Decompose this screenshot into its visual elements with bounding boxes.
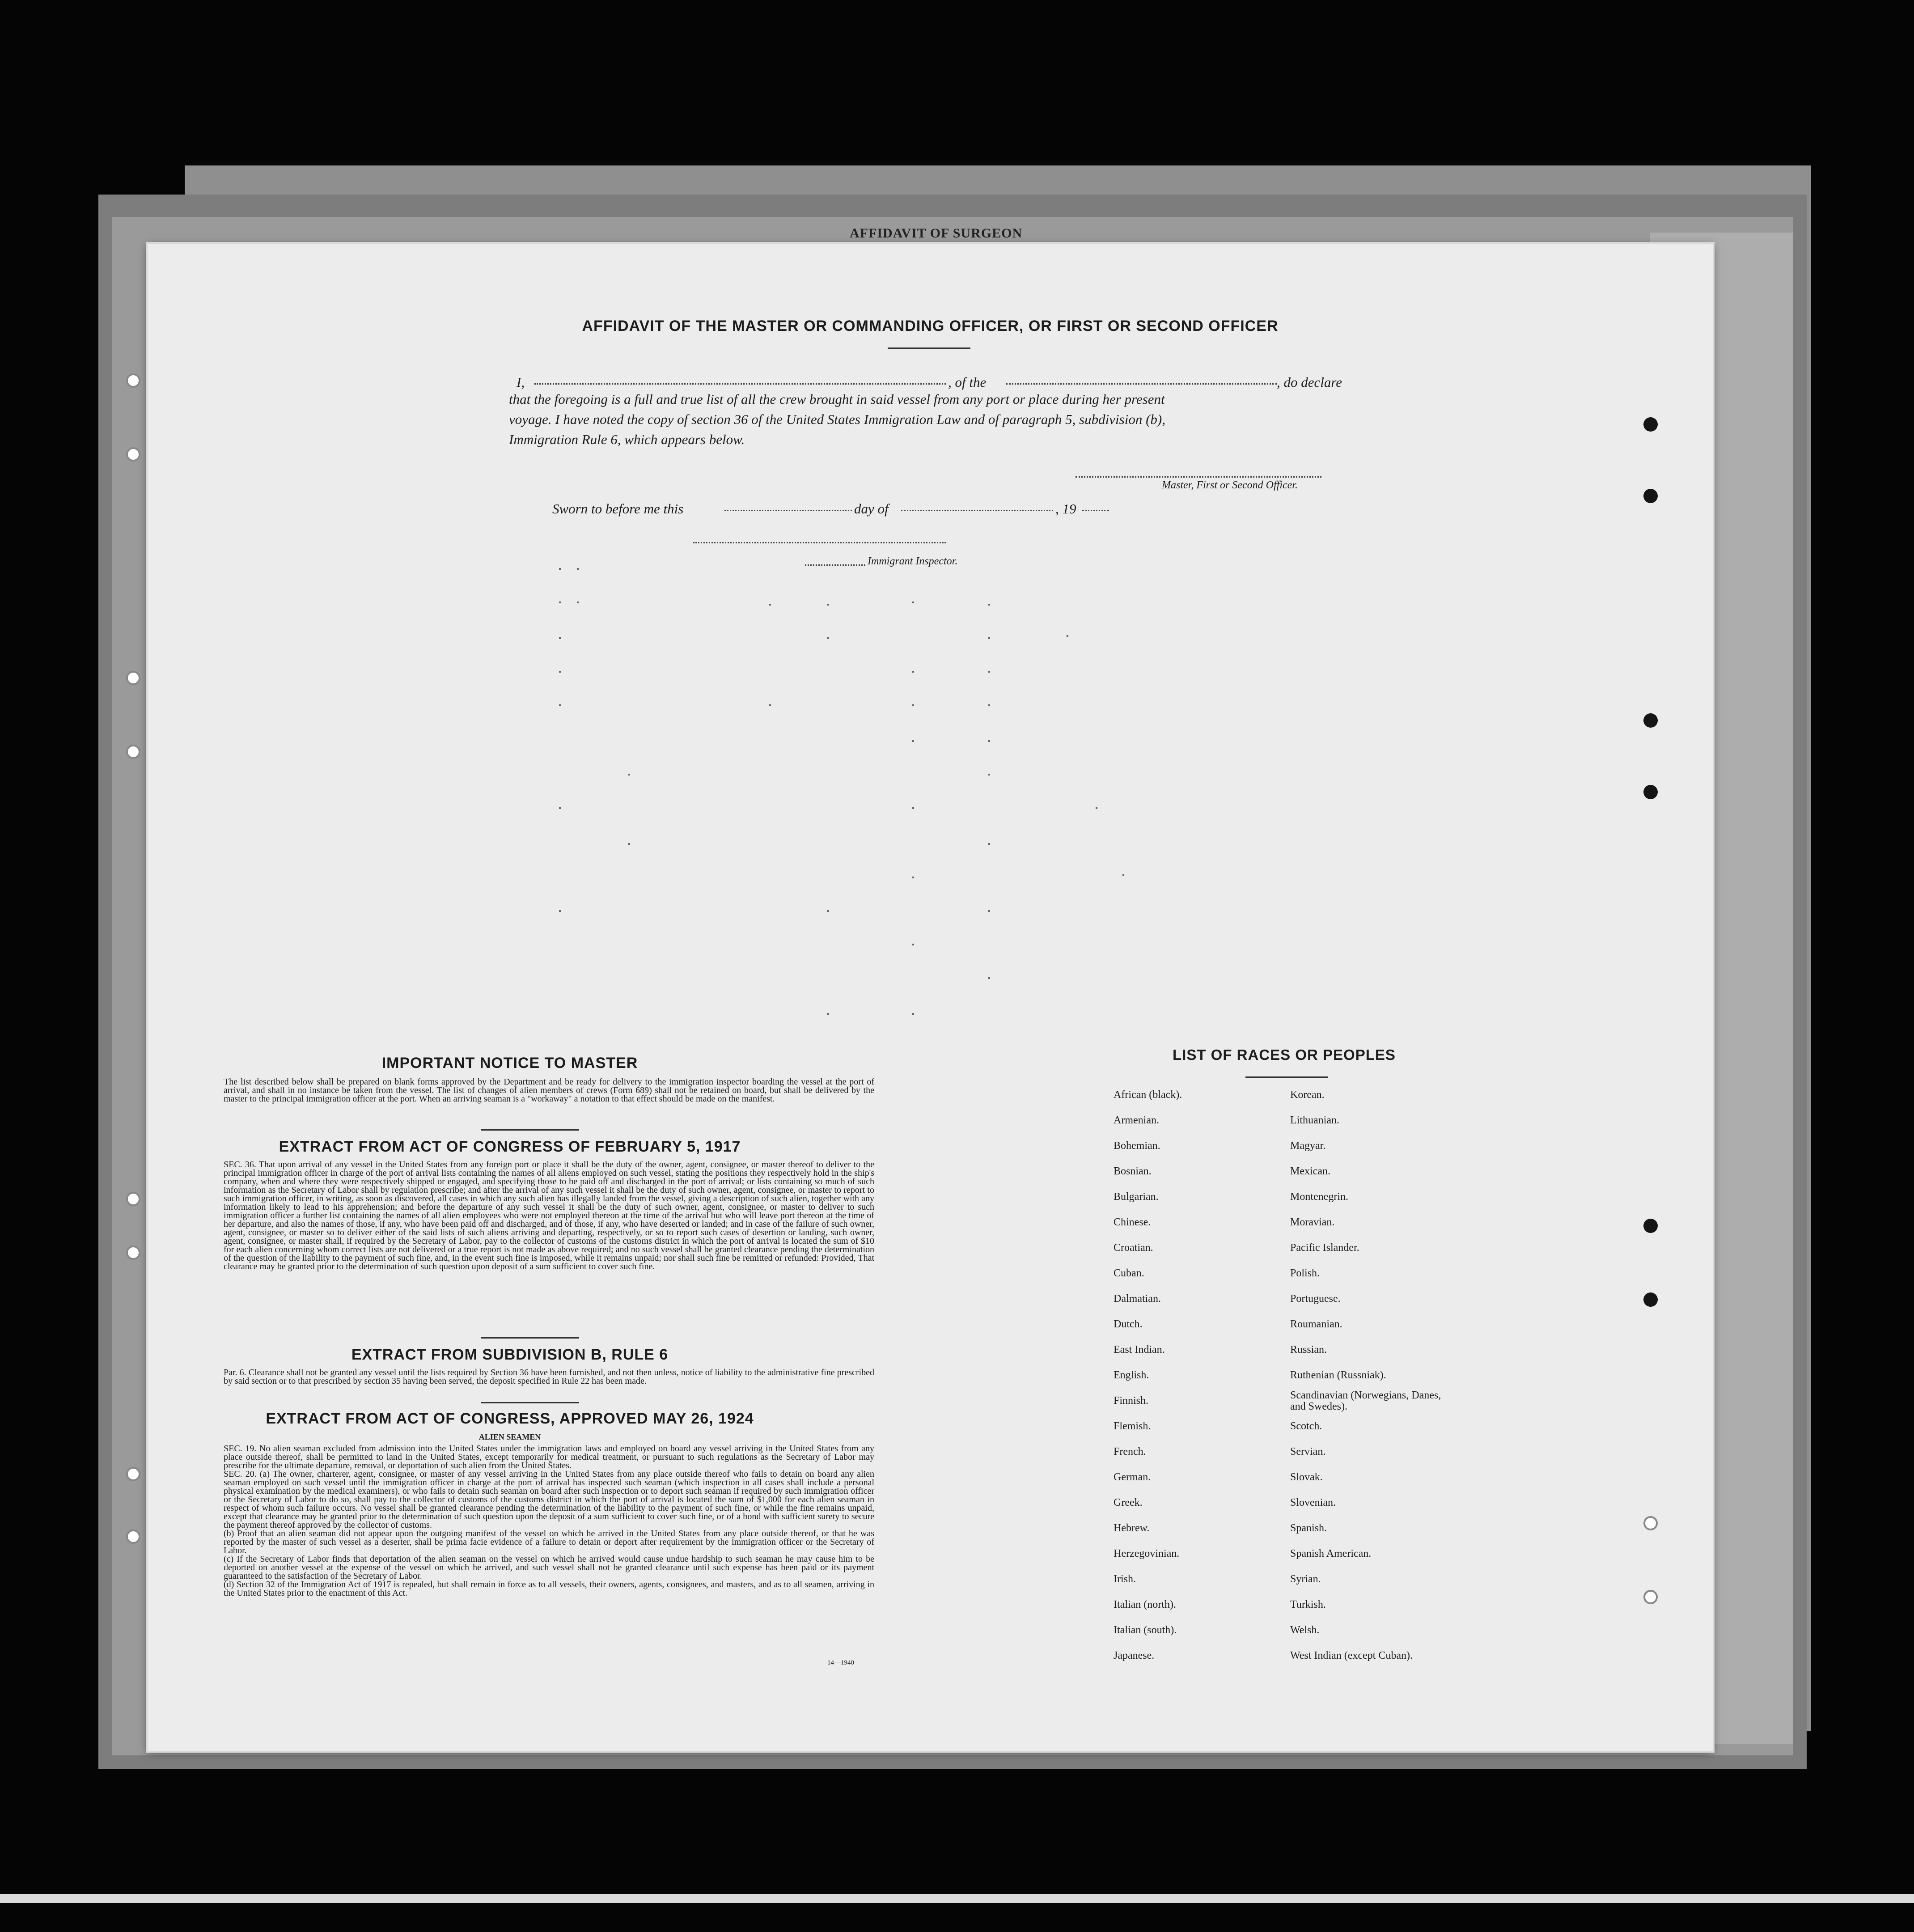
race-item: Spanish. — [1290, 1522, 1327, 1534]
affidavit-of-the: , of the — [948, 374, 987, 390]
punch-hole-icon — [126, 1530, 140, 1544]
race-item: Syrian. — [1290, 1573, 1321, 1585]
form-number: 14—1940 — [827, 1659, 854, 1666]
bleed-dot — [988, 637, 990, 639]
signature-label: Master, First or Second Officer. — [1162, 479, 1298, 491]
extract-1917-rule — [481, 1337, 579, 1339]
bleed-dot — [988, 774, 990, 775]
notice-title: IMPORTANT NOTICE TO MASTER — [381, 1055, 638, 1072]
bleed-dot — [559, 807, 561, 809]
punch-hole-icon — [126, 671, 140, 685]
bleed-dot — [559, 602, 561, 603]
punch-hole-icon — [1643, 1590, 1658, 1604]
race-item: West Indian (except Cuban). — [1290, 1650, 1413, 1661]
race-item: Korean. — [1290, 1089, 1325, 1101]
affidavit-body-line-2: that the foregoing is a full and true list of all the crew brought in said vessel from any port or place during her present — [509, 391, 1165, 407]
punch-hole-icon — [126, 447, 140, 462]
race-item: German. — [1114, 1471, 1151, 1483]
affidavit-page — [148, 244, 1713, 1751]
bleed-dot — [827, 1013, 829, 1015]
sworn-year: , 19 — [1055, 501, 1076, 517]
bleed-dot — [559, 910, 561, 912]
name-blank — [534, 383, 946, 385]
extract-rule6-text: Par. 6. Clearance shall not be granted any vessel until the lists required by Section 36 have been furnished, and not then unless, notice of liability to the administrative fine prescribed by said section or to that prescribed by section 35 having been served, the deposit specified in Rule 22 has been made. — [224, 1368, 874, 1386]
punch-hole-icon — [1643, 1219, 1658, 1233]
extract-1924-paragraph: SEC. 20. (a) The owner, charterer, agent, consignee, or master of any vessel arriving in the United States from any place outside thereof who fails to detain on board any alien seaman employed on such vessel until the immigration officer in charge at the port of arrival has inspected such seaman (which inspection in all cases shall include a personal physical examination by the medical examiners), or who fails to detain such seaman on board after such inspection or to deport such seaman if required by such immigration officer or the Secretary of Labor to do so, shall pay to the collector of customs of the customs district in which the port of arrival is located the sum of $1,000 for each alien seaman in respect of whom such failure occurs. No vessel shall be granted clearance pending the determination of the liability to the payment of such fine, or while the fine remains unpaid, except that clearance may be granted prior to the determination of such question upon the deposit of a sum sufficient to cover such fine, or of a bond with sufficient surety to secure the payment thereof approved by the collector of customs. — [224, 1469, 874, 1530]
extract-rule6-title: EXTRACT FROM SUBDIVISION B, RULE 6 — [351, 1346, 669, 1363]
extract-rule6-rule — [481, 1402, 579, 1403]
inspector-lead-blank — [805, 564, 865, 566]
race-item: Herzegovinian. — [1114, 1548, 1180, 1559]
race-item: Montenegrin. — [1290, 1191, 1348, 1203]
extract-1917-title: EXTRACT FROM ACT OF CONGRESS OF FEBRUARY 5, 1917 — [279, 1138, 741, 1155]
bleed-dot — [559, 704, 561, 706]
race-item: Russian. — [1290, 1344, 1327, 1356]
inspector-signature-blank — [693, 542, 946, 543]
extract-1924-paragraph: (b) Proof that an alien seaman did not appear upon the outgoing manifest of the vessel on which he arrived in the United States from any place outside thereof, or that he was reported by the master of such vessel as a deserter, shall be prima facie evidence of a failure to detain or deport after requirement by the immigration officer or the Secretary of Labor. — [224, 1529, 874, 1555]
affidavit-title: AFFIDAVIT OF THE MASTER OR COMMANDING OFFICER, OR FIRST OR SECOND OFFICER — [582, 318, 1279, 335]
month-blank — [901, 510, 1053, 511]
punch-hole-icon — [1643, 1292, 1658, 1307]
bleed-dot — [912, 740, 914, 742]
affidavit-body-line-3: voyage. I have noted the copy of section 36 of the United States Immigration Law and of paragraph 5, subdivision (b), — [509, 411, 1165, 427]
bleed-dot — [988, 740, 990, 742]
race-item: Slovenian. — [1290, 1497, 1336, 1508]
bleed-dot — [577, 568, 579, 570]
race-item: Bosnian. — [1114, 1165, 1152, 1177]
bleed-dot — [559, 637, 561, 639]
affidavit-do-declare: , do declare — [1277, 374, 1342, 390]
bleed-dot — [827, 604, 829, 606]
bleed-dot — [769, 604, 771, 606]
bleed-dot — [1067, 635, 1068, 637]
race-item: Magyar. — [1290, 1140, 1326, 1152]
race-item: Flemish. — [1114, 1420, 1151, 1432]
bleed-dot — [912, 704, 914, 706]
extract-1924-body — [224, 1445, 874, 1597]
punch-hole-icon — [126, 1246, 140, 1260]
races-rule — [1245, 1076, 1328, 1078]
race-item: Cuban. — [1114, 1267, 1144, 1279]
race-item: Chinese. — [1114, 1216, 1151, 1228]
punch-hole-icon — [1643, 713, 1658, 728]
sworn-day-of: day of — [854, 501, 889, 517]
extract-1924-paragraph: (c) If the Secretary of Labor finds that deportation of the alien seaman on the vessel on which he arrived would cause undue hardship to such seaman he may cause him to be deported on another vessel at the expense of the vessel on which he arrived, and such vessel shall not be granted clearance until such expense has been paid or its payment guaranteed to the satisfaction of the Secretary of Labor. — [224, 1554, 874, 1581]
race-item: Japanese. — [1114, 1650, 1155, 1661]
bleed-dot — [988, 977, 990, 979]
punch-hole-icon — [126, 1467, 140, 1481]
race-item: Greek. — [1114, 1497, 1143, 1508]
underlying-sheet-title: AFFIDAVIT OF SURGEON — [850, 226, 1023, 241]
race-item: Irish. — [1114, 1573, 1136, 1585]
bleed-dot — [912, 944, 914, 945]
race-item: Finnish. — [1114, 1395, 1149, 1407]
race-item: Polish. — [1290, 1267, 1320, 1279]
extract-1917-text: SEC. 36. That upon arrival of any vessel in the United States from any foreign port or place it shall be the duty of the owner, agent, consignee, or master thereof to deliver to the principal immigration officer in charge of the port of arrival lists containing the names of all aliens employed on such vessel, stating the positions they respectively hold in the ship's company, when and where they were respectively shipped or engaged, and specifying those to be paid off and discharged in the port of arrival; or lists containing so much of such information as the Secretary of Labor shall by regulation prescribe; and after the arrival of any such vessel it shall be the duty of such owner, agent, consignee, or master to report to such immigration officer, in writing, as soon as discovered, all cases in which any such alien has illegally landed from the vessel, giving a description of such alien, together with any information likely to lead to his apprehension; and before the departure of any such vessel it shall be the duty of such owner, agent, consignee, or master to deliver to such immigration officer a further list containing the names of all alien employees who were not employed thereon at the time of the arrival but who will leave port thereon at the time of her departure, and also the names of those, if any, who have been paid off and discharged, and of those, if any, who have deserted or landed; and in case of the failure of such owner, agent, consignee, or master so to deliver either of the said lists of such aliens arriving and departing, respectively, or so to report such cases of desertion or landing, such owner, agent, consignee, or master shall, if required by the Secretary of Labor, pay to the collector of customs of the customs district in which the port of arrival is located the sum of $10 for each alien concerning whom correct lists are not delivered or a true report is not made as above required; and no such vessel shall be granted clearance pending the determination of the question of the liability to the payment of such fine, and, in the event such fine is imposed, while it remains unpaid; nor shall such fine be remitted or refunded: Provided, That clearance may be granted prior to the determination of such question upon deposit of a sum sufficient to cover such fine. — [224, 1160, 874, 1271]
race-item: Portuguese. — [1290, 1293, 1341, 1305]
vessel-blank — [1006, 383, 1277, 385]
race-item: Lithuanian. — [1290, 1114, 1339, 1126]
punch-hole-icon — [126, 745, 140, 759]
race-item: Scotch. — [1290, 1420, 1322, 1432]
race-item: Welsh. — [1290, 1624, 1320, 1636]
punch-hole-icon — [126, 1192, 140, 1206]
extract-1924-paragraph: SEC. 19. No alien seaman excluded from admission into the United States under the immigration laws and employed on board any vessel arriving in the United States from any place outside thereof, shall be permitted to land in the United States, except temporarily for medical treatment, or pursuant to such regulations as the Secretary of Labor may prescribe for the ultimate departure, removal, or deportation of such alien from the United States. — [224, 1444, 874, 1470]
punch-hole-icon — [1643, 1516, 1658, 1530]
bleed-dot — [988, 910, 990, 912]
race-item: Bulgarian. — [1114, 1191, 1159, 1203]
bleed-dot — [1122, 874, 1124, 876]
race-item: Dalmatian. — [1114, 1293, 1161, 1305]
race-item: Dutch. — [1114, 1318, 1143, 1330]
race-item: East Indian. — [1114, 1344, 1165, 1356]
race-item: Ruthenian (Russniak). — [1290, 1369, 1386, 1381]
day-blank — [724, 510, 852, 511]
punch-hole-icon — [1643, 417, 1658, 432]
bleed-dot — [559, 671, 561, 673]
bleed-dot — [912, 671, 914, 673]
bleed-dot — [912, 1013, 914, 1015]
signature-blank — [1076, 476, 1321, 478]
bleed-dot — [827, 910, 829, 912]
punch-hole-icon — [1643, 785, 1658, 799]
race-item: Spanish American. — [1290, 1548, 1372, 1559]
race-item: Hebrew. — [1114, 1522, 1150, 1534]
extract-1924-subtitle: ALIEN SEAMEN — [478, 1432, 541, 1441]
inspector-label: Immigrant Inspector. — [868, 555, 958, 567]
bleed-dot — [628, 843, 630, 845]
title-rule — [888, 347, 970, 349]
bleed-dot — [988, 671, 990, 673]
race-item: Scandinavian (Norwegians, Danes, and Swedes). — [1290, 1390, 1441, 1412]
bleed-dot — [1096, 807, 1097, 809]
punch-hole-icon — [126, 373, 140, 388]
notice-rule — [481, 1129, 579, 1131]
race-item: Mexican. — [1290, 1165, 1330, 1177]
bleed-dot — [988, 604, 990, 606]
race-item: Pacific Islander. — [1290, 1242, 1359, 1254]
bleed-dot — [912, 602, 914, 603]
punch-hole-icon — [1643, 489, 1658, 503]
race-item: Italian (north). — [1114, 1599, 1176, 1610]
race-item: Slovak. — [1290, 1471, 1323, 1483]
bleed-dot — [577, 602, 579, 603]
race-item: Roumanian. — [1290, 1318, 1342, 1330]
sworn-prefix: Sworn to before me this — [552, 501, 684, 517]
races-title: LIST OF RACES OR PEOPLES — [1173, 1046, 1396, 1063]
race-item: African (black). — [1114, 1089, 1182, 1101]
bleed-dot — [628, 774, 630, 775]
race-item: Bohemian. — [1114, 1140, 1160, 1152]
bleed-dot — [769, 704, 771, 706]
bleed-dot — [912, 807, 914, 809]
year-blank — [1082, 510, 1109, 511]
bleed-dot — [912, 877, 914, 878]
race-item: Croatian. — [1114, 1242, 1153, 1254]
race-item: Italian (south). — [1114, 1624, 1177, 1636]
race-item: Armenian. — [1114, 1114, 1159, 1126]
bleed-dot — [827, 637, 829, 639]
film-edge — [0, 1894, 1914, 1903]
race-item: Moravian. — [1290, 1216, 1335, 1228]
race-item: Servian. — [1290, 1446, 1326, 1457]
extract-1924-paragraph: (d) Section 32 of the Immigration Act of 1917 is repealed, but shall remain in force as to all vessels, their owners, agents, consignees, and masters, and as to all seamen, arriving in the United States prior to the enactment of this Act. — [224, 1580, 874, 1598]
extract-1924-title: EXTRACT FROM ACT OF CONGRESS, APPROVED MAY 26, 1924 — [266, 1410, 754, 1427]
race-item: English. — [1114, 1369, 1149, 1381]
race-item: French. — [1114, 1446, 1146, 1457]
race-item: Turkish. — [1290, 1599, 1326, 1610]
affidavit-i: I, — [517, 374, 525, 390]
notice-text: The list described below shall be prepared on blank forms approved by the Department and be ready for delivery to the immigration inspector boarding the vessel at the port of arrival, and shall in no instance be taken from the vessel. The list of changes of alien members of crews (Form 689) shall not be retained on board, but shall be delivered by the master to the principal immigration officer at the port. When an arriving seaman is a "workaway" a notation to that effect should be made on the manifest. — [224, 1077, 874, 1104]
bleed-dot — [988, 704, 990, 706]
bleed-dot — [559, 568, 561, 570]
affidavit-body-line-4: Immigration Rule 6, which appears below. — [509, 432, 745, 447]
bleed-dot — [988, 843, 990, 845]
